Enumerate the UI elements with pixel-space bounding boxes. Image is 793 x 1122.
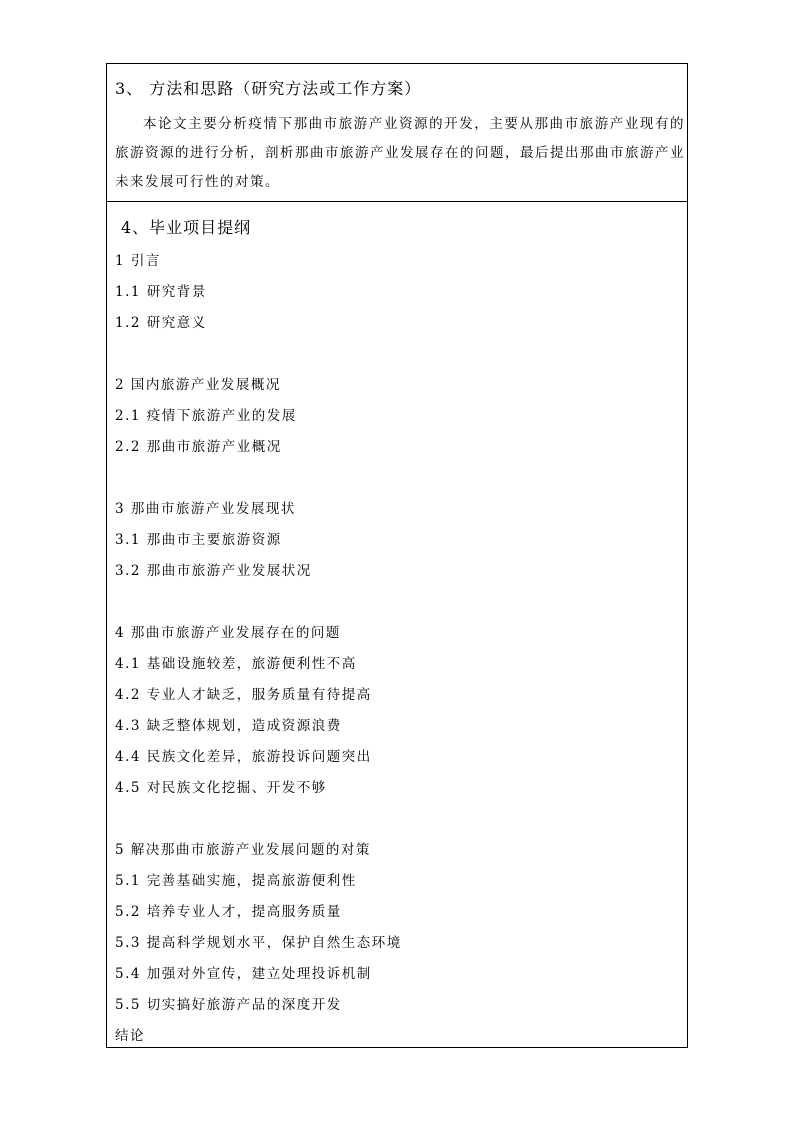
outline-item: 5.1 完善基础实施，提高旅游便利性 (115, 873, 357, 889)
methods-section (107, 64, 687, 202)
outline-item: 5.4 加强对外宣传，建立处理投诉机制 (115, 966, 372, 982)
outline-item: 4.3 缺乏整体规划，造成资源浪费 (115, 718, 342, 734)
outline-item: 1.1 研究背景 (115, 284, 207, 300)
outline-item: 4.1 基础设施较差，旅游便利性不高 (115, 656, 357, 672)
outline-item: 5.5 切实搞好旅游产品的深度开发 (115, 997, 342, 1013)
form-table (106, 63, 688, 1048)
outline-item: 3 那曲市旅游产业发展现状 (115, 501, 296, 517)
outline-heading: 4、毕业项目提纲 (121, 218, 252, 237)
outline-item: 4.4 民族文化差异，旅游投诉问题突出 (115, 749, 372, 765)
outline-item: 4.5 对民族文化挖掘、开发不够 (115, 780, 327, 796)
outline-item: 结论 (115, 1028, 145, 1044)
outline-item: 5.3 提高科学规划水平，保护自然生态环境 (115, 935, 402, 951)
outline-item: 2.1 疫情下旅游产业的发展 (115, 408, 297, 424)
outline-item: 3.2 那曲市旅游产业发展状况 (115, 563, 312, 579)
outline-item: 4.2 专业人才缺乏，服务质量有待提高 (115, 687, 372, 703)
methods-heading: 3、 方法和思路（研究方法或工作方案） (115, 79, 422, 98)
outline-item: 4 那曲市旅游产业发展存在的问题 (115, 625, 341, 641)
outline-item: 2.2 那曲市旅游产业概况 (115, 439, 282, 455)
outline-item: 2 国内旅游产业发展概况 (115, 377, 281, 393)
outline-section (107, 202, 687, 1047)
outline-item: 1 引言 (115, 253, 161, 269)
outline-item: 5 解决那曲市旅游产业发展问题的对策 (115, 842, 371, 858)
methods-paragraph: 本论文主要分析疫情下那曲市旅游产业资源的开发，主要从那曲市旅游产业现有的旅游资源的进行分析，剖析那曲市旅游产业发展存在的问题，最后提出那曲市旅游产业未来发展可行性的对策。 (115, 116, 685, 190)
outline-item: 5.2 培养专业人才，提高服务质量 (115, 904, 342, 920)
outline-item: 1.2 研究意义 (115, 315, 207, 331)
outline-item: 3.1 那曲市主要旅游资源 (115, 532, 282, 548)
